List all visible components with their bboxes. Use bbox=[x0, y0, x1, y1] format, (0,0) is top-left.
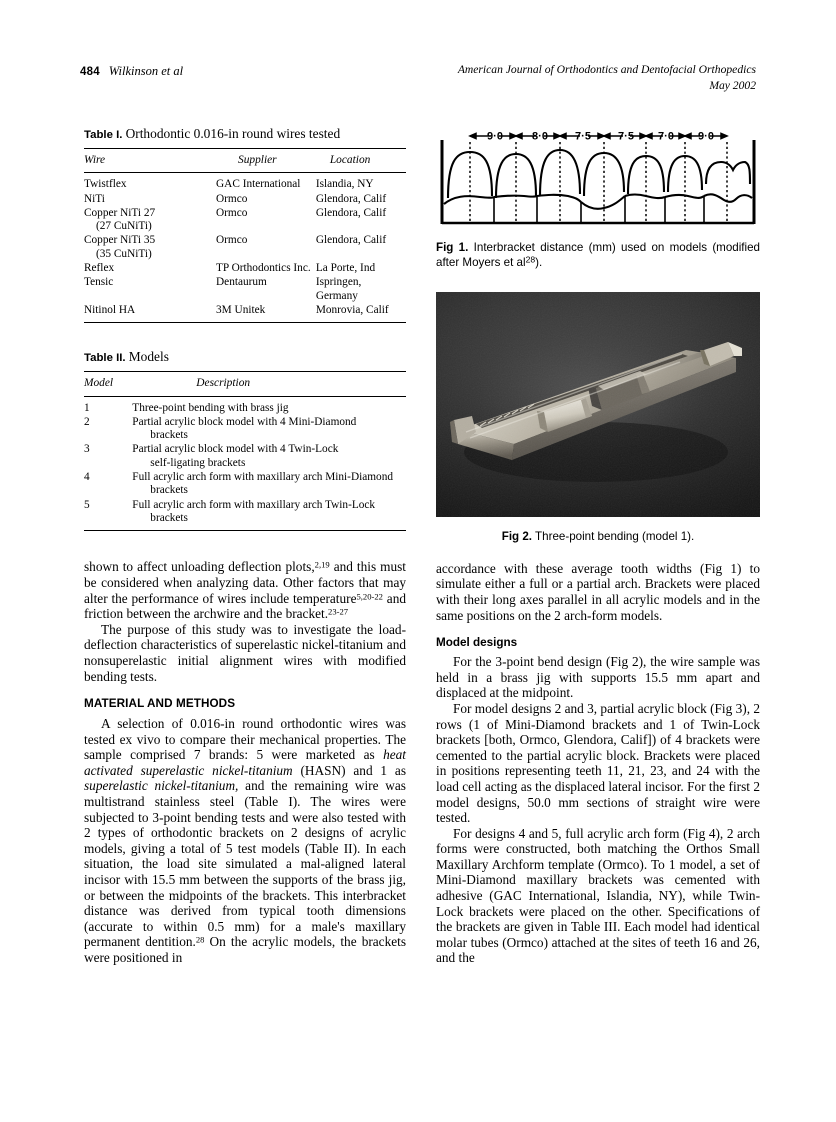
figure-1-label: Fig 1. bbox=[436, 241, 469, 254]
table-1-cell-supplier: Ormco bbox=[216, 206, 248, 219]
page-number: 484 bbox=[80, 66, 100, 78]
table-1-cell-wire bbox=[84, 234, 216, 262]
table-2-cell-description bbox=[132, 415, 406, 443]
table-1-title bbox=[84, 126, 406, 142]
table-1-cell-location: Glendora, Calif bbox=[315, 234, 387, 247]
figure-2-label: Fig 2. bbox=[501, 530, 533, 544]
grain-svg bbox=[436, 292, 760, 517]
right-paragraph-2: For the 3-point bend design (Fig 2), the wire sample was held in a brass jig with supports 15.5 mm apart and displaced at the midpoint. bbox=[436, 654, 760, 701]
table-1-cell-wire: Reflex bbox=[84, 261, 115, 274]
dimension-label: 9·0 bbox=[698, 130, 714, 143]
table-row bbox=[84, 498, 406, 531]
table-2-description-cont: brackets bbox=[150, 429, 188, 442]
reference-marker: 5,20-22 bbox=[356, 591, 383, 602]
table-1-cell-location: Glendora, Calif bbox=[315, 192, 387, 205]
table-row bbox=[84, 415, 406, 443]
figure-1-caption bbox=[436, 241, 760, 270]
table-1-cell-location: La Porte, Ind bbox=[315, 261, 376, 274]
journal-name: American Journal of Orthodontics and Dentofacial Orthopedics bbox=[457, 63, 756, 76]
reference-marker: 23-27 bbox=[328, 606, 349, 617]
section-heading-material-and-methods: MATERIAL AND METHODS bbox=[84, 697, 236, 711]
figure-1-diagram bbox=[436, 126, 760, 230]
table-2-cell-description bbox=[132, 396, 406, 415]
table-1-cell-location: Monrovia, Calif bbox=[315, 303, 389, 316]
table-2-cell-model: 1 bbox=[84, 401, 90, 414]
table-2-cell-model: 2 bbox=[84, 415, 90, 428]
spacer bbox=[436, 545, 760, 561]
table-row bbox=[84, 303, 406, 322]
table-2 bbox=[84, 371, 406, 531]
issue-date: May 2002 bbox=[709, 79, 756, 92]
lp3-a: A selection of 0.016-in round orthodontic wires was tested ex vivo to compare their mechanical properties. The sample comprised 7 brands: 5 were marketed as bbox=[84, 716, 406, 763]
table-2-description-main: Full acrylic arch form with maxillary arch Twin-Lock bbox=[132, 498, 376, 511]
lp3-b: (HASN) and 1 as bbox=[292, 762, 406, 778]
photo-grain bbox=[436, 292, 760, 517]
table-2-description-cont: brackets bbox=[150, 511, 188, 524]
table-2-cell-description bbox=[132, 471, 406, 499]
table-1-caption: Orthodontic 0.016-in round wires tested bbox=[125, 126, 341, 141]
left-paragraph-1 bbox=[84, 559, 406, 621]
table-2-cell-model: 5 bbox=[84, 498, 90, 511]
table-2-cell-description bbox=[132, 498, 406, 531]
spacer bbox=[84, 323, 406, 349]
dimension-label: 7·0 bbox=[658, 130, 674, 143]
table-2-description-cont: brackets bbox=[150, 484, 188, 497]
figure-2-photo bbox=[436, 292, 760, 517]
right-paragraph-1: accordance with these average tooth widths (Fig 1) to simulate either a full or a partial arch. Brackets were placed with their long axes parallel in all acrylic models and in the same positions on the 2 arch-form models. bbox=[436, 560, 760, 623]
table-2-label: Table II. bbox=[84, 352, 126, 365]
figure-1-caption-tail: ). bbox=[535, 255, 543, 269]
table-1-label: Table I. bbox=[84, 129, 123, 141]
table-1-cell-wire: Tensic bbox=[84, 276, 114, 289]
table-1-cell-location: Glendora, Calif bbox=[315, 206, 387, 219]
reference-marker: 2,19 bbox=[314, 559, 330, 570]
table-2-description-main: Partial acrylic block model with 4 Twin-Lock bbox=[132, 443, 339, 456]
table-row bbox=[84, 206, 406, 234]
table-2-description-main: Partial acrylic block model with 4 Mini-Diamond bbox=[132, 415, 357, 428]
running-head-authors: Wilkinson et al bbox=[108, 64, 184, 78]
table-1-cell-supplier: Dentaurum bbox=[216, 276, 267, 289]
table-row bbox=[84, 262, 406, 276]
table-1-cell-location: Islandia, NY bbox=[315, 178, 374, 191]
lp3-c: and the remaining wire was multistrand stainless steel (Table I). The wires were subjected to 3-point bending tests and were also tested with 2 types of orthodontic brackets on 2 designs of acrylic models, giving a total of 5 test models (Table II). In each situation, the load site simulated a mal-aligned lateral incisor with 15.5 mm between the supports of the brass jig, or between the midpoints of the brackets. This interbracket distance was derived from typical tooth dimensions (accurate to within 0.5 mm) for a male's maxillary permanent dentition. bbox=[84, 778, 406, 950]
table-1-cell-supplier: 3M Unitek bbox=[216, 303, 266, 316]
lp1-c: and friction between the archwire and the bracket. bbox=[84, 590, 407, 622]
table-1-cell-wire-sub: (27 CuNiTi) bbox=[96, 220, 152, 233]
left-paragraph-2: The purpose of this study was to investigate the load-deflection characteristics of superelastic nickel-titanium and nonsuperelastic initial alignment wires with modified bending tests. bbox=[84, 621, 406, 684]
figure-2-caption bbox=[436, 530, 760, 545]
table-row bbox=[84, 471, 406, 499]
spacer bbox=[84, 531, 406, 559]
table-1-cell-supplier: TP Orthodontics Inc. bbox=[216, 261, 311, 274]
table-1-header-supplier: Supplier bbox=[216, 149, 316, 173]
table-row bbox=[84, 276, 406, 304]
table-1-cell-wire: Twistflex bbox=[84, 178, 127, 191]
figure-2-caption-text: Three-point bending (model 1). bbox=[535, 530, 695, 544]
table-1-cell-wire: NiTi bbox=[84, 192, 105, 205]
left-column bbox=[84, 126, 406, 966]
lp3-italic-2: superelastic nickel-titanium, bbox=[84, 778, 239, 794]
lp3-italic-1: heat activated superelastic nickel-titanium bbox=[84, 747, 406, 778]
table-1-header-location: Location bbox=[316, 149, 406, 173]
right-paragraph-4: For designs 4 and 5, full acrylic arch form (Fig 4), 2 arch forms were constructed, both matching the Orthos Small Maxillary Archform template (Ormco). To 1 model, a set of Mini-Diamond maxillary brackets was cemented with adhesive (GAC International, Islandia, NY), while Twin-Lock brackets were placed on the other. Specifications of the brackets are given in Table III. Each model had identical molar tubes (Ormco) attached at the sites of teeth 16 and 26, and the bbox=[436, 825, 760, 966]
lp3-d: On the acrylic models, the brackets were positioned in bbox=[84, 934, 406, 965]
figure-1-caption-text: Interbracket distance (mm) used on models (modified after Moyers et al bbox=[436, 241, 760, 269]
reference-marker: 28 bbox=[195, 934, 205, 945]
tooth-width-svg bbox=[436, 126, 760, 230]
table-row bbox=[84, 173, 406, 192]
table-1-cell-wire-main: Copper NiTi 35 bbox=[84, 234, 156, 247]
subsection-heading-model-designs: Model designs bbox=[436, 636, 518, 650]
table-row bbox=[84, 396, 406, 415]
table-row bbox=[84, 443, 406, 471]
table-row bbox=[84, 192, 406, 206]
table-2-cell-description bbox=[132, 443, 406, 471]
table-2-cell-model: 4 bbox=[84, 470, 90, 483]
right-paragraph-3: For model designs 2 and 3, partial acrylic block (Fig 3), 2 rows (1 of Mini-Diamond brackets and 1 of Twin-Lock brackets [both, Ormco, Glendora, Calif]) of 4 brackets were cemented to the partial acrylic block. Brackets were placed in positions representing teeth 11, 21, 23, and 24 with the load cell acting as the displaced lateral incisor. For the first 2 model designs, 50.0 mm sections of straight wire were tested. bbox=[436, 700, 760, 826]
table-1-cell-wire-sub: (35 CuNiTi) bbox=[96, 247, 152, 260]
reference-marker: 28 bbox=[525, 254, 536, 265]
dimension-label: 8·0 bbox=[532, 130, 548, 143]
table-1-cell-supplier: GAC International bbox=[216, 178, 301, 191]
table-1-header-wire: Wire bbox=[84, 149, 216, 173]
table-2-description-main: Three-point bending with brass jig bbox=[132, 401, 289, 414]
table-1-cell-location: Ispringen, Germany bbox=[315, 276, 362, 302]
table-row bbox=[84, 234, 406, 262]
dimension-label: 7·5 bbox=[618, 130, 634, 143]
table-2-cell-model: 3 bbox=[84, 443, 90, 456]
table-1-cell-supplier: Ormco bbox=[216, 192, 248, 205]
dimension-label: 9·0 bbox=[487, 130, 503, 143]
left-paragraph-3 bbox=[84, 716, 406, 966]
lp1-b: and this must be considered when analyzing data. Other factors that may alter the performance of wires include temperature bbox=[84, 559, 406, 606]
table-2-description-cont: self-ligating brackets bbox=[150, 456, 246, 469]
table-1-cell-wire-main: Copper NiTi 27 bbox=[84, 206, 156, 219]
table-1-cell-wire: Nitinol HA bbox=[84, 303, 136, 316]
right-column bbox=[436, 126, 760, 966]
table-2-header-description: Description bbox=[132, 372, 406, 396]
lp1-a: shown to affect unloading deflection plots, bbox=[84, 559, 315, 575]
table-2-header-model: Model bbox=[84, 372, 132, 396]
dimension-label: 7·5 bbox=[575, 130, 591, 143]
table-1-cell-supplier: Ormco bbox=[216, 234, 248, 247]
running-head-right bbox=[458, 62, 756, 94]
table-1-cell-wire bbox=[84, 206, 216, 234]
table-2-caption: Models bbox=[128, 349, 169, 365]
table-2-description-main: Full acrylic arch form with maxillary arch Mini-Diamond bbox=[132, 470, 393, 483]
table-2-title bbox=[84, 349, 406, 365]
running-head bbox=[80, 62, 756, 106]
table-1 bbox=[84, 148, 406, 323]
running-head-left bbox=[80, 62, 183, 80]
